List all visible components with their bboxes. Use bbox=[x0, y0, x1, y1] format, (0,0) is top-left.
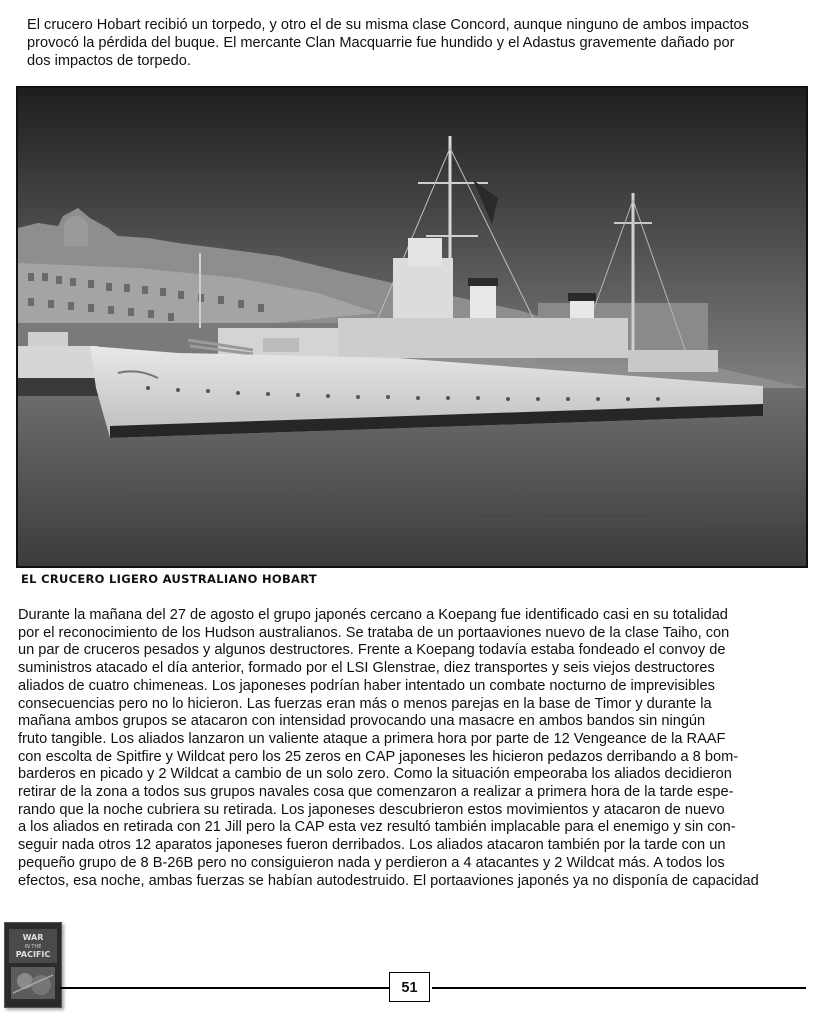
body-line: suministros atacado el día anterior, formado por el LSI Glenstrae, diez transportes y seis viejos destructores bbox=[18, 660, 715, 677]
svg-text:PACIFIC: PACIFIC bbox=[15, 950, 51, 959]
body-line: aliados de cuatro chimeneas. Los japoneses podrían haber intentado un combate nocturno de imprevisibles bbox=[18, 677, 715, 694]
dvd-cover-logo bbox=[4, 922, 62, 1008]
cruiser-photo bbox=[16, 86, 808, 568]
svg-text:IN THE: IN THE bbox=[24, 944, 42, 950]
intro-line: El crucero Hobart recibió un torpedo, y otro el de su misma clase Concord, aunque ninguno de ambos impactos bbox=[27, 17, 749, 33]
body-paragraph bbox=[18, 607, 810, 890]
body-line: por el reconocimiento de los Hudson australianos. Se trataba de un portaaviones nuevo de la clase Taiho, con bbox=[18, 624, 730, 641]
body-line: fruto tangible. Los aliados lanzaron un valiente ataque a primera hora por parte de 12 Vengeance de la RAAF bbox=[18, 730, 726, 747]
body-line: efectos, esa noche, ambas fuerzas se habían autodestruido. El portaaviones japonés ya no disponía de capacidad bbox=[18, 872, 759, 889]
body-line: un par de cruceros pesados y algunos destructores. Frente a Koepang todavía estaba fondeado el convoy de bbox=[18, 642, 726, 659]
page-number: 51 bbox=[389, 972, 430, 1002]
body-line: Durante la mañana del 27 de agosto el grupo japonés cercano a Koepang fue identificado casi en su totalidad bbox=[18, 607, 728, 623]
body-line: retirar de la zona a todos sus grupos navales cosa que comenzaron a realizar a primera hora de la tarde espe- bbox=[18, 784, 734, 801]
intro-paragraph bbox=[27, 16, 807, 70]
footer-rule-left bbox=[60, 987, 390, 989]
footer-rule-right bbox=[432, 987, 806, 989]
body-line: consecuencias pero no lo hicieron. Las fuerzas eran más o menos parejas en la base de Timor y durante la bbox=[18, 695, 712, 712]
body-line: pequeño grupo de 8 B-26B pero no consiguieron nada y perdieron a 4 atacantes y 2 Wildcat más. A todos los bbox=[18, 854, 725, 871]
cruiser-photo-illustration bbox=[18, 88, 806, 566]
body-line: seguir nada otros 12 aparatos japoneses fueron derribados. Los aliados atacaron también por la tarde con un bbox=[18, 837, 726, 854]
body-line: mañana ambos grupos se atacaron con intensidad provocando una masacre en ambos bandos sin ningún bbox=[18, 713, 706, 730]
intro-line: provocó la pérdida del buque. El mercante Clan Macquarrie fue hundido y el Adastus gravemente dañado por bbox=[27, 35, 735, 51]
photo-caption: EL CRUCERO LIGERO AUSTRALIANO HOBART bbox=[21, 572, 318, 586]
intro-line: dos impactos de torpedo. bbox=[27, 53, 191, 69]
body-line: barderos en picado y 2 Wildcat a cambio de un solo zero. Como la situación empeoraba los aliados decidieron bbox=[18, 766, 732, 783]
body-line: rando que la noche cubriera su retirada. Los japoneses descubrieron estos movimientos y atacaron de nuevo bbox=[18, 801, 725, 818]
body-line: con escolta de Spitfire y Wildcat pero los 25 zeros en CAP japoneses les hicieron pedazos derribando a 8 bom- bbox=[18, 748, 739, 765]
svg-text:WAR: WAR bbox=[22, 933, 44, 942]
body-line: a los aliados en retirada con 21 Jill pero la CAP esta vez resultó también implacable para el enemigo y sin con- bbox=[18, 819, 736, 836]
